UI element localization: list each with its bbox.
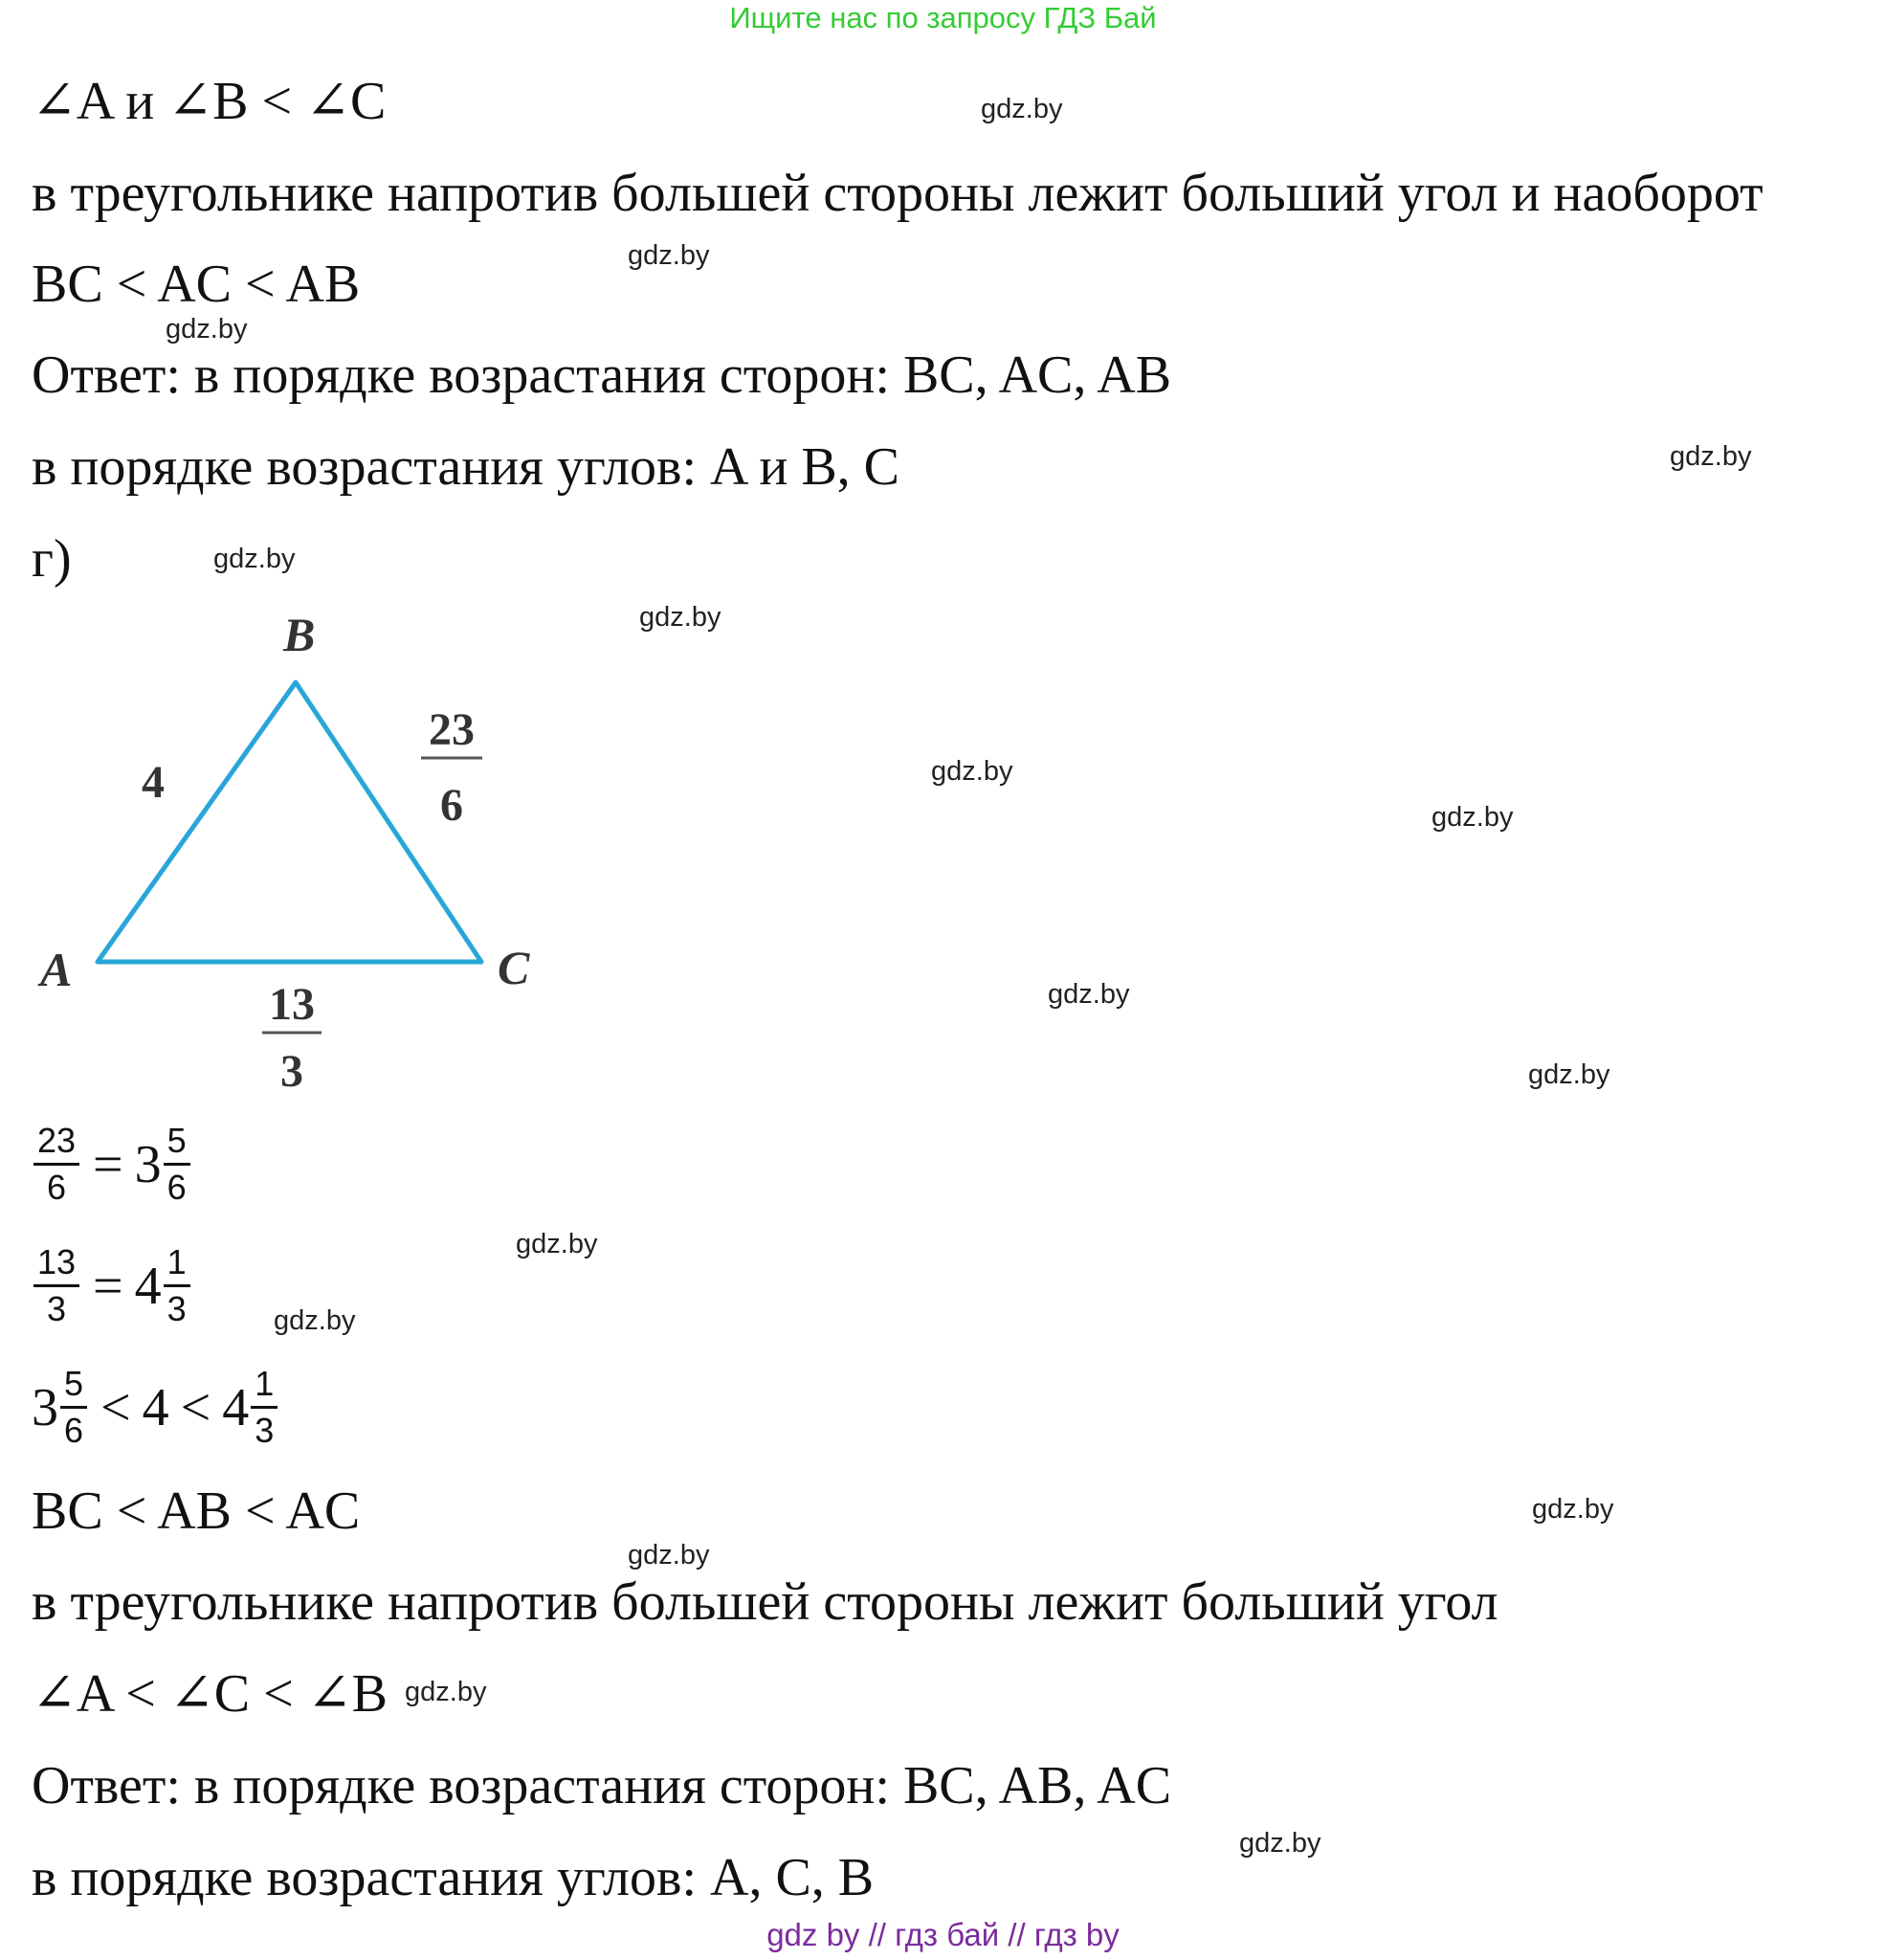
watermark: gdz.by: [1048, 979, 1130, 1010]
watermark: gdz.by: [628, 240, 710, 271]
watermark: gdz.by: [628, 1540, 710, 1570]
fraction-denominator: 3: [166, 1289, 187, 1328]
watermark: gdz.by: [639, 602, 721, 633]
vertex-c-label: C: [498, 941, 530, 994]
watermark: gdz.by: [1528, 1059, 1610, 1090]
vertex-a-label: A: [40, 943, 73, 996]
triangle-figure: [29, 603, 565, 1101]
fraction-numerator: 13: [33, 1243, 79, 1287]
vertex-b-label: B: [283, 608, 316, 661]
search-banner: Ищите нас по запросу ГДЗ Бай: [729, 1, 1157, 34]
triangle-outline: [98, 682, 481, 962]
fraction-denominator: 3: [255, 1411, 275, 1450]
mixed-whole: 3: [134, 1134, 162, 1194]
watermark: gdz.by: [1239, 1828, 1321, 1859]
fraction-conversion-1: [32, 1122, 192, 1207]
answer-angles-2: в порядке возрастания углов: A, C, B: [32, 1848, 875, 1907]
mixed-whole: 3: [32, 1377, 58, 1437]
watermark: gdz.by: [213, 544, 296, 574]
side-ac-numerator: 13: [269, 979, 315, 1030]
fraction-numerator: 1: [164, 1243, 190, 1287]
fraction-conversion-2: [32, 1243, 192, 1328]
fraction: [60, 1365, 87, 1450]
fraction: [164, 1243, 190, 1328]
comparison-value: 4: [142, 1377, 169, 1437]
answer-angles-1: в порядке возрастания углов: A и B, C: [32, 437, 900, 497]
part-label: г): [32, 529, 72, 589]
fraction-denominator: 3: [47, 1289, 67, 1328]
fraction: [33, 1122, 79, 1207]
angles-relation-1: ∠A и ∠B < ∠C: [32, 72, 387, 131]
fraction-denominator: 6: [47, 1168, 67, 1207]
sides-relation-2: BC < AB < AC: [32, 1481, 361, 1541]
side-bc-denominator: 6: [440, 780, 463, 831]
equals-sign: =: [93, 1134, 123, 1194]
mixed-whole: 4: [134, 1256, 162, 1316]
fraction-numerator: 1: [251, 1365, 277, 1409]
equals-sign: =: [93, 1256, 123, 1316]
angles-relation-2: ∠A < ∠C < ∠B: [32, 1664, 388, 1724]
less-than-sign: <: [100, 1377, 131, 1437]
side-ab-label: 4: [142, 757, 165, 808]
fraction-numerator: 5: [60, 1365, 87, 1409]
watermark: gdz.by: [405, 1677, 487, 1707]
watermark: gdz.by: [274, 1305, 356, 1336]
fraction-numerator: 5: [164, 1122, 190, 1166]
watermark: gdz.by: [931, 756, 1013, 787]
watermark: gdz.by: [516, 1229, 598, 1259]
side-ac-denominator: 3: [280, 1046, 303, 1097]
rule-text-2: в треугольнике напротив большей стороны лежит больший угол: [32, 1572, 1498, 1632]
watermark: gdz.by: [1532, 1494, 1614, 1525]
side-bc-numerator: 23: [429, 704, 475, 755]
sides-relation-1: BC < AC < AB: [32, 255, 361, 314]
rule-text-1: в треугольнике напротив большей стороны лежит больший угол и наоборот: [32, 164, 1764, 223]
watermark: gdz.by: [1431, 802, 1514, 833]
mixed-whole: 4: [222, 1377, 250, 1437]
less-than-sign: <: [180, 1377, 211, 1437]
answer-sides-2: Ответ: в порядке возрастания сторон: BC, AB, AC: [32, 1756, 1172, 1815]
answer-sides-1: Ответ: в порядке возрастания сторон: BC, AC, AB: [32, 345, 1172, 405]
fraction: [164, 1122, 190, 1207]
watermark: gdz.by: [981, 94, 1063, 124]
watermark: gdz.by: [166, 314, 248, 345]
length-comparison: [32, 1365, 279, 1450]
fraction: [251, 1365, 277, 1450]
fraction: [33, 1243, 79, 1328]
footer-links: gdz by // гдз бай // гдз by: [766, 1917, 1120, 1952]
fraction-denominator: 6: [166, 1168, 187, 1207]
fraction-numerator: 23: [33, 1122, 79, 1166]
fraction-denominator: 6: [64, 1411, 84, 1450]
watermark: gdz.by: [1670, 441, 1752, 472]
